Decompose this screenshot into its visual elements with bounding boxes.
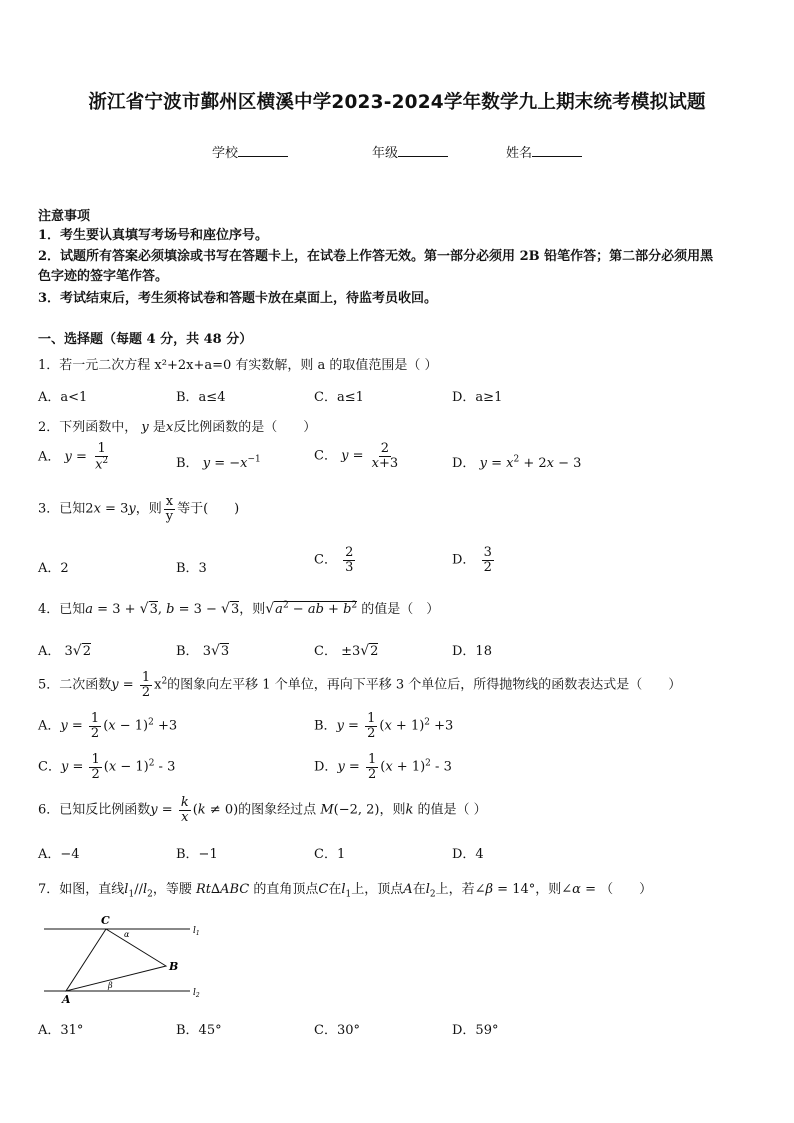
grade-field (372, 142, 448, 161)
q6-option-b[interactable]: B．−1 (176, 847, 218, 862)
name-field (506, 142, 582, 161)
label-l1: $l_1$ (193, 926, 200, 937)
name-label: 姓名 (506, 146, 533, 161)
q7-option-b[interactable]: B．45° (176, 1023, 222, 1038)
q5-option-c[interactable]: C．y = $\frac{1}{2}$ $(x - 1)^2 - 3$ (38, 752, 176, 782)
q3-option-d[interactable]: D． $\frac{3}{2}$ (452, 545, 492, 575)
note-3: 3．考试结束后，考生须将试卷和答题卡放在桌面上，待监考员收回。 (38, 291, 438, 306)
q7-option-d[interactable]: D．59° (452, 1023, 499, 1038)
q2-option-a[interactable]: A． y = $\frac{1}{x^2}$ (38, 441, 109, 472)
note-1: 1．考生要认真填写考场号和座位序号。 (38, 228, 269, 243)
q4-option-b[interactable]: B． 3√3 (176, 643, 230, 659)
q6-option-d[interactable]: D．4 (452, 847, 484, 862)
q5-option-b[interactable]: B．y = $\frac{1}{2}$ $(x + 1)^2 +3$ (314, 711, 454, 741)
q7-figure (40, 912, 210, 1008)
label-alpha: α (124, 930, 130, 939)
label-c: C (101, 914, 110, 927)
q1-option-a[interactable]: A．a<1 (38, 390, 88, 405)
q2-stem: 2．下列函数中， y 是x反比例函数的是（ ） (38, 420, 317, 435)
q7-option-c[interactable]: C．30° (314, 1023, 360, 1038)
notes-heading: 注意事项 (38, 209, 91, 224)
note-2: 2．试题所有答案必须填涂或书写在答题卡上，在试卷上作答无效。第一部分必须用 2B 铅笔作答；第二部分必须用黑 (38, 249, 714, 264)
q5-option-d[interactable]: D．y = $\frac{1}{2}$ $(x + 1)^2 - 3$ (314, 752, 452, 782)
q2-option-b[interactable]: B． $y = -x^{-1}$ (176, 454, 261, 471)
q4-stem: 4．已知a = 3 + √3, b = 3 − √3，则$√a^2$ − ab + $b^2$ 的值是（ ） (38, 600, 440, 617)
q5-option-a[interactable]: A．y = $\frac{1}{2}$ $(x - 1)^2 +3$ (38, 711, 178, 741)
q2-option-c[interactable]: C． y = $\frac{2}{x+3}$ (314, 441, 399, 471)
q1-option-c[interactable]: C．a≤1 (314, 390, 364, 405)
grade-blank[interactable] (398, 144, 448, 157)
q2-option-d[interactable]: D． $y = x^2 + 2x - 3$ (452, 454, 582, 471)
label-a: A (62, 993, 71, 1006)
q4-option-c[interactable]: C． ±3√2 (314, 643, 379, 659)
q3-option-a[interactable]: A．2 (38, 561, 69, 576)
q4-option-a[interactable]: A． 3√2 (38, 643, 91, 659)
school-blank[interactable] (238, 144, 288, 157)
q6-stem: 6．已知反比例函数y = $\frac{k}{x}$ (k ≠ 0)的图象经过点 M(−2, 2)，则k 的值是（ ） (38, 795, 487, 825)
q7-option-a[interactable]: A．31° (38, 1023, 84, 1038)
q1-stem: 1．若一元二次方程 x²+2x+a=0 有实数解，则 a 的取值范围是（ ） (38, 358, 438, 373)
q6-option-a[interactable]: A．−4 (38, 847, 80, 862)
q1-option-b[interactable]: B．a≤4 (176, 390, 226, 405)
page-title: 浙江省宁波市鄞州区横溪中学2023-2024学年数学九上期末统考模拟试题 (88, 92, 706, 113)
label-beta: β (108, 981, 113, 990)
section-heading: 一、选择题（每题 4 分，共 48 分） (38, 332, 253, 347)
q3-option-c[interactable]: C． $\frac{2}{3}$ (314, 545, 354, 575)
q1-option-d[interactable]: D．a≥1 (452, 390, 503, 405)
school-label: 学校 (212, 146, 239, 161)
triangle-abc (66, 929, 166, 991)
grade-label: 年级 (372, 146, 399, 161)
q6-option-c[interactable]: C．1 (314, 847, 346, 862)
q4-option-d[interactable]: D．18 (452, 644, 492, 659)
q3-stem: 3．已知2x = 3y，则 $\frac{x}{y}$ 等于( ) (38, 494, 240, 524)
q3-option-b[interactable]: B．3 (176, 561, 207, 576)
name-blank[interactable] (532, 144, 582, 157)
label-b: B (169, 960, 179, 973)
note-2-cont: 色字迹的签字笔作答。 (38, 269, 169, 284)
school-field (212, 142, 288, 161)
q7-stem: 7．如图，直线$l_1//l_2$，等腰 Rt∆ABC 的直角顶点C在$l_1$上，顶点A在$l_2$上，若∠β = 14°，则∠α = （ ） (38, 882, 653, 900)
label-l2: $l_2$ (193, 988, 200, 999)
q5-stem: 5．二次函数y = $\frac{1}{2}$ $x^2$的图象向左平移 1 个单位，再向下平移 3 个单位后，所得抛物线的函数表达式是（ ） (38, 670, 682, 700)
